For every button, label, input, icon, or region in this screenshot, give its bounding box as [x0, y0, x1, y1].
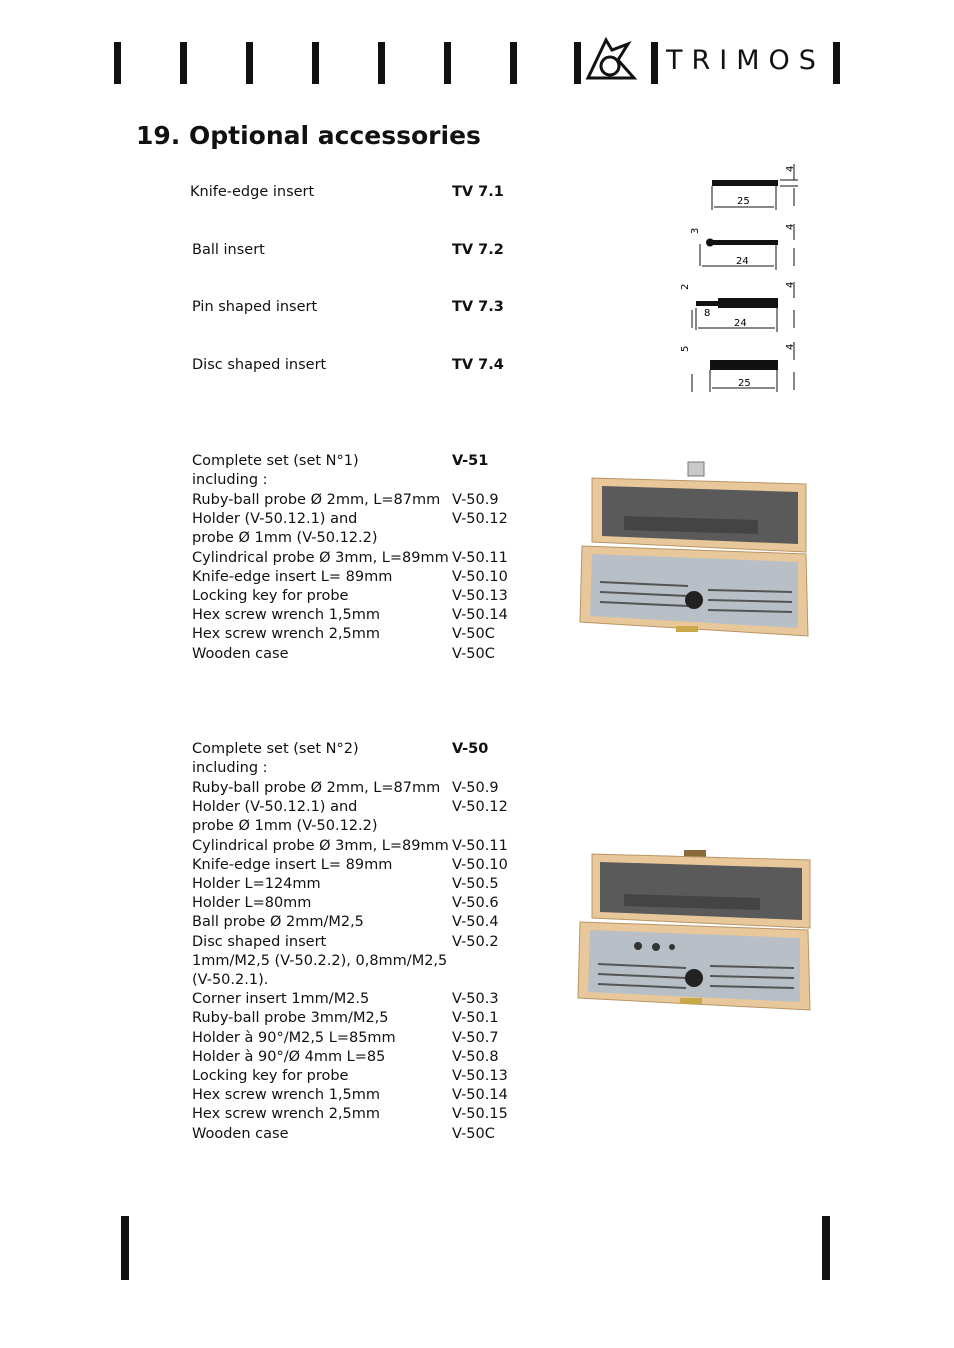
insert-label: Ball insert	[192, 242, 265, 258]
item-label: Hex screw wrench 1,5mm	[192, 1087, 381, 1104]
item-code: V-50C	[452, 645, 495, 662]
item-label: 1mm/M2,5 (V-50.2.2), 0,8mm/M2,5	[192, 952, 448, 969]
dimension-label: 5	[680, 345, 691, 352]
item-label: Wooden case	[192, 645, 289, 662]
item-code: V-50.11	[452, 549, 508, 566]
footer-bar	[822, 1216, 830, 1280]
set1-code: V-51	[452, 453, 489, 469]
item-code: V-50.14	[452, 1087, 508, 1104]
trimos-logo-icon	[576, 36, 642, 84]
item-code: V-50.3	[452, 991, 499, 1008]
item-label: Holder (V-50.12.1) and	[192, 511, 358, 528]
item-code: V-50.4	[452, 914, 499, 931]
set1-wooden-case-image	[578, 460, 812, 640]
set2-wooden-case-image	[576, 848, 814, 1014]
header-bar	[114, 42, 121, 84]
dimension-label: 4	[785, 223, 796, 230]
item-code: V-50.6	[452, 895, 499, 912]
dimension-label: 2	[680, 283, 691, 290]
set2-code: V-50	[452, 741, 489, 757]
item-label: Locking key for probe	[192, 1068, 349, 1084]
header-bar	[444, 42, 451, 84]
dimension-label: 24	[736, 256, 749, 267]
header-bar	[510, 42, 517, 84]
item-code: V-50.8	[452, 1048, 499, 1065]
dimension-label: 3	[690, 227, 701, 234]
dimension-label: 24	[734, 318, 747, 329]
item-label: Corner insert 1mm/M2.5	[192, 991, 370, 1008]
dimension-label: 8	[704, 308, 711, 319]
item-label: Holder à 90°/Ø 4mm L=85	[192, 1048, 386, 1065]
ball-insert-drawing	[690, 224, 796, 270]
page-title: 19. Optional accessories	[136, 121, 481, 150]
insert-dimension-drawings	[680, 158, 810, 394]
item-code: V-50.12	[452, 511, 508, 528]
disc-shaped-insert-drawing	[680, 342, 796, 392]
item-code: V-50.11	[452, 837, 508, 854]
item-code: V-50C	[452, 1125, 495, 1142]
insert-label: Knife-edge insert	[190, 184, 315, 200]
insert-code: TV 7.1	[452, 184, 504, 200]
item-label: Disc shaped insert	[192, 933, 327, 950]
item-label: probe Ø 1mm (V-50.12.2)	[192, 530, 378, 547]
insert-code: TV 7.3	[452, 299, 504, 315]
dimension-label: 25	[738, 378, 751, 389]
item-label: Cylindrical probe Ø 3mm, L=89mm	[192, 837, 449, 854]
header-bar	[651, 42, 658, 84]
dimension-label: 4	[785, 343, 796, 350]
item-label: Knife-edge insert L= 89mm	[192, 856, 393, 873]
header-bar	[180, 42, 187, 84]
set2-including: including :	[192, 760, 268, 776]
item-code: V-50.12	[452, 799, 508, 816]
dimension-label: 4	[785, 281, 796, 288]
item-label: Cylindrical probe Ø 3mm, L=89mm	[192, 549, 449, 566]
item-label: Hex screw wrench 2,5mm	[192, 1106, 381, 1123]
footer-bar	[121, 1216, 129, 1280]
item-code: V-50.9	[452, 780, 499, 796]
item-label: Hex screw wrench 2,5mm	[192, 626, 381, 643]
item-code: V-50.13	[452, 1068, 508, 1084]
item-label: Holder à 90°/M2,5 L=85mm	[192, 1029, 396, 1046]
item-code: V-50C	[452, 626, 495, 643]
item-code: V-50.9	[452, 492, 499, 508]
item-code: V-50.14	[452, 607, 508, 624]
item-code: V-50.13	[452, 588, 508, 604]
header-bar	[833, 42, 840, 84]
insert-code: TV 7.4	[452, 357, 504, 373]
item-label: probe Ø 1mm (V-50.12.2)	[192, 818, 378, 835]
insert-label: Disc shaped insert	[192, 357, 327, 373]
item-label: Wooden case	[192, 1125, 289, 1142]
item-label: (V-50.2.1).	[192, 972, 269, 988]
header-bar	[378, 42, 385, 84]
header-bar	[312, 42, 319, 84]
item-code: V-50.10	[452, 568, 508, 585]
item-label: Ruby-ball probe Ø 2mm, L=87mm	[192, 780, 441, 796]
set1-title: Complete set (set N°1)	[192, 453, 359, 469]
set1-including: including :	[192, 472, 268, 488]
insert-label: Pin shaped insert	[192, 299, 318, 315]
item-label: Ruby-ball probe 3mm/M2,5	[192, 1010, 389, 1027]
header-bar	[246, 42, 253, 84]
pin-shaped-insert-drawing	[680, 282, 796, 332]
item-label: Holder L=80mm	[192, 895, 312, 912]
item-label: Ruby-ball probe Ø 2mm, L=87mm	[192, 492, 441, 508]
item-label: Holder (V-50.12.1) and	[192, 799, 358, 816]
item-label: Holder L=124mm	[192, 876, 321, 892]
knife-edge-insert-drawing	[712, 164, 798, 210]
item-code: V-50.1	[452, 1010, 499, 1027]
dimension-label: 4	[785, 165, 796, 172]
item-label: Locking key for probe	[192, 588, 349, 604]
item-code: V-50.10	[452, 856, 508, 873]
brand-name: TRIMOS	[666, 45, 825, 76]
insert-code: TV 7.2	[452, 242, 504, 258]
item-label: Knife-edge insert L= 89mm	[192, 568, 393, 585]
set2-title: Complete set (set N°2)	[192, 741, 359, 757]
item-label: Ball probe Ø 2mm/M2,5	[192, 914, 364, 931]
item-code: V-50.7	[452, 1029, 499, 1046]
item-code: V-50.5	[452, 876, 499, 892]
item-code: V-50.15	[452, 1106, 508, 1123]
item-code: V-50.2	[452, 933, 499, 950]
item-label: Hex screw wrench 1,5mm	[192, 607, 381, 624]
dimension-label: 25	[737, 196, 750, 207]
